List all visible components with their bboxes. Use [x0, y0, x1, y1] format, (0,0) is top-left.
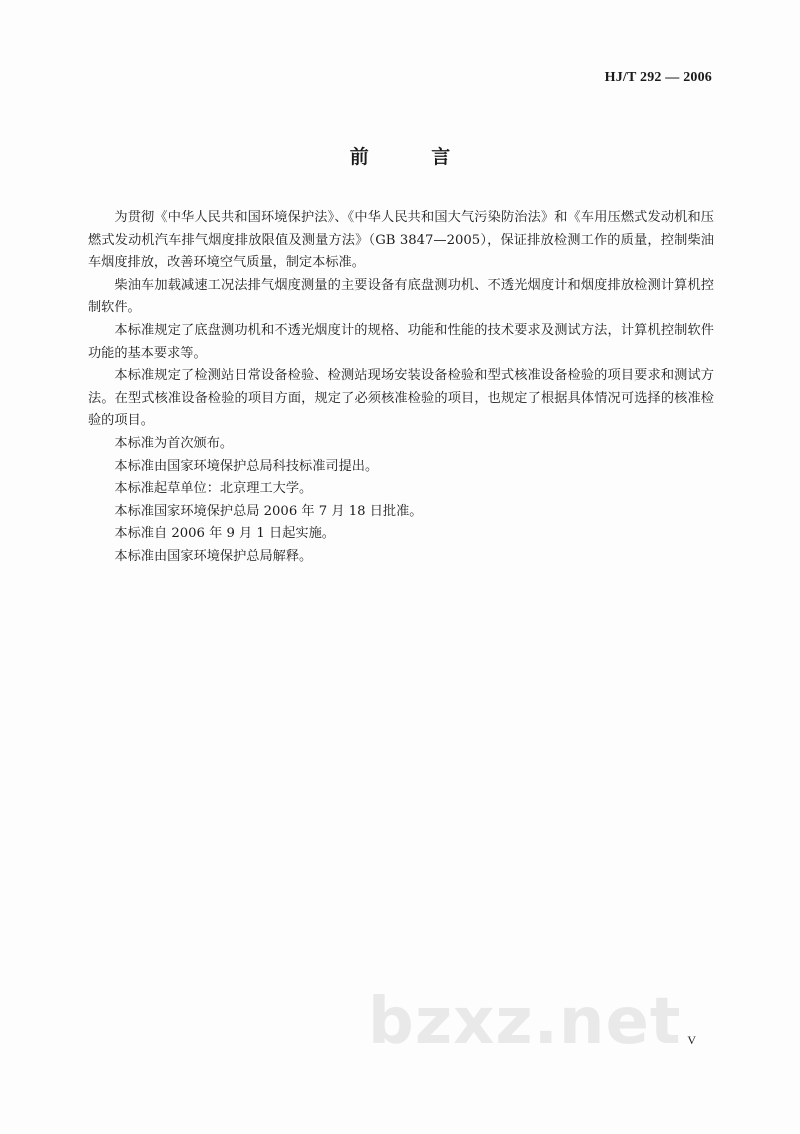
paragraph: 本标准由国家环境保护总局科技标准司提出。 [114, 458, 379, 474]
paragraph: 本标准规定了检测站日常设备检验、检测站现场安装设备检验和型式核准设备检验的项目要求和测试方法。在型式核准设备检验的项目方面，规定了必须核准检验的项目，也规定了根据具体情况可选择的核准检验的项目。 [88, 368, 714, 429]
paragraph: 本标准起草单位：北京理工大学。 [114, 481, 313, 497]
paragraph: 柴油车加载减速工况法排气烟度测量的主要设备有底盘测功机、不透光烟度计和烟度排放检测计算机控制软件。 [88, 277, 714, 316]
standard-code: HJ/T 292 — 2006 [604, 70, 712, 85]
paragraph: 本标准为首次颁布。 [114, 435, 234, 451]
paragraph: 本标准国家环境保护总局 2006 年 7 月 18 日批准。 [114, 503, 423, 519]
page-number: V [687, 1033, 696, 1047]
page-title: 前 言 [349, 146, 479, 168]
paragraph: 本标准由国家环境保护总局解释。 [114, 548, 313, 564]
paragraph: 为贯彻《中华人民共和国环境保护法》、《中华人民共和国大气污染防治法》和《车用压燃式发动机和压燃式发动机汽车排气烟度排放限值及测量方法》（GB 3847—2005），保证排放检测工作的质量，控制柴油车烟度排放，改善环境空气质量，制定本标准。 [88, 210, 714, 271]
watermark: bzxz.net [368, 985, 682, 1059]
paragraph: 本标准规定了底盘测功机和不透光烟度计的规格、功能和性能的技术要求及测试方法，计算机控制软件功能的基本要求等。 [88, 322, 714, 361]
preface-body [88, 207, 714, 569]
paragraph: 本标准自 2006 年 9 月 1 日起实施。 [114, 526, 335, 542]
